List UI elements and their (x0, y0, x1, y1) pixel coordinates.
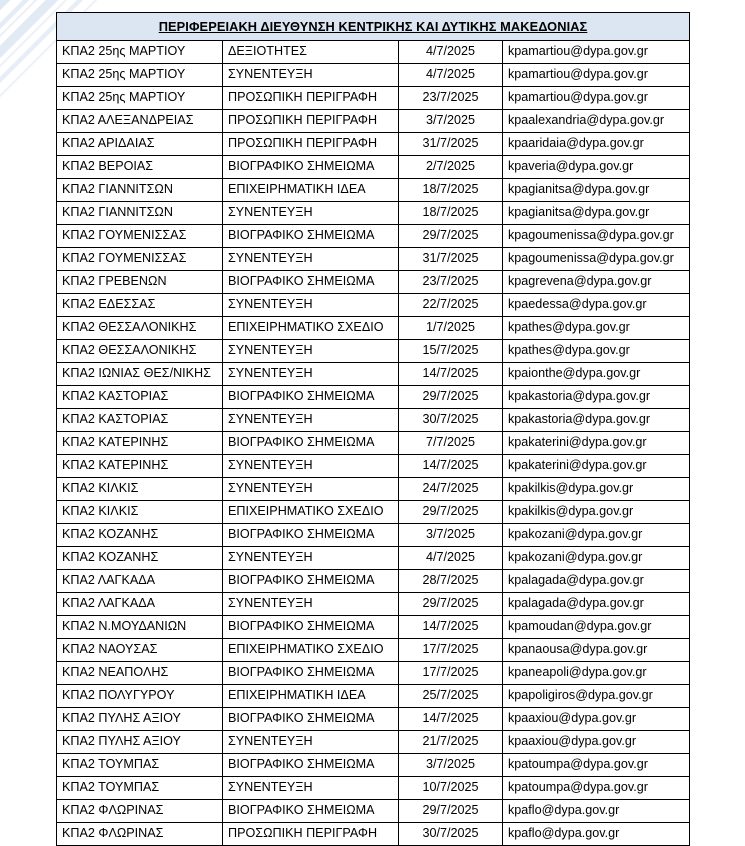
cell-service: ΣΥΝΕΝΤΕΥΞΗ (223, 409, 399, 432)
cell-email: kpaionthe@dypa.gov.gr (503, 363, 690, 386)
cell-date: 1/7/2025 (399, 317, 503, 340)
cell-email: kpathes@dypa.gov.gr (503, 317, 690, 340)
cell-date: 31/7/2025 (399, 133, 503, 156)
cell-date: 17/7/2025 (399, 639, 503, 662)
table-row (57, 156, 690, 179)
cell-office: ΚΠΑ2 Ν.ΜΟΥΔΑΝΙΩΝ (57, 616, 223, 639)
cell-office: ΚΠΑ2 ΚΑΤΕΡΙΝΗΣ (57, 455, 223, 478)
table-row (57, 547, 690, 570)
cell-date: 24/7/2025 (399, 478, 503, 501)
cell-office: ΚΠΑ2 ΛΑΓΚΑΔΑ (57, 593, 223, 616)
cell-service: ΣΥΝΕΝΤΕΥΞΗ (223, 248, 399, 271)
cell-date: 29/7/2025 (399, 225, 503, 248)
cell-office: ΚΠΑ2 ΠΟΛΥΓΥΡΟΥ (57, 685, 223, 708)
table-row (57, 64, 690, 87)
cell-date: 22/7/2025 (399, 294, 503, 317)
table-row (57, 731, 690, 754)
cell-date: 3/7/2025 (399, 754, 503, 777)
cell-email: kpakastoria@dypa.gov.gr (503, 409, 690, 432)
cell-email: kpamartiou@dypa.gov.gr (503, 64, 690, 87)
cell-date: 14/7/2025 (399, 708, 503, 731)
cell-service: ΣΥΝΕΝΤΕΥΞΗ (223, 593, 399, 616)
cell-email: kpagianitsa@dypa.gov.gr (503, 202, 690, 225)
cell-date: 25/7/2025 (399, 685, 503, 708)
cell-office: ΚΠΑ2 ΤΟΥΜΠΑΣ (57, 754, 223, 777)
cell-date: 29/7/2025 (399, 593, 503, 616)
cell-office: ΚΠΑ2 ΑΡΙΔΑΙΑΣ (57, 133, 223, 156)
cell-email: kpatoumpa@dypa.gov.gr (503, 777, 690, 800)
cell-service: ΣΥΝΕΝΤΕΥΞΗ (223, 777, 399, 800)
cell-date: 3/7/2025 (399, 524, 503, 547)
table-row (57, 87, 690, 110)
cell-office: ΚΠΑ2 25ης ΜΑΡΤΙΟΥ (57, 64, 223, 87)
cell-service: ΔΕΞΙΟΤΗΤΕΣ (223, 41, 399, 64)
cell-service: ΕΠΙΧΕΙΡΗΜΑΤΙΚΟ ΣΧΕΔΙΟ (223, 317, 399, 340)
cell-email: kpakozani@dypa.gov.gr (503, 547, 690, 570)
table-row (57, 248, 690, 271)
cell-office: ΚΠΑ2 ΓΡΕΒΕΝΩΝ (57, 271, 223, 294)
cell-service: ΠΡΟΣΩΠΙΚΗ ΠΕΡΙΓΡΑΦΗ (223, 87, 399, 110)
document-title-cell (57, 13, 690, 41)
document-title: ΠΕΡΙΦΕΡΕΙΑΚΗ ΔΙΕΥΘΥΝΣΗ ΚΕΝΤΡΙΚΗΣ ΚΑΙ ΔΥΤΙΚΗΣ ΜΑΚΕΔΟΝΙΑΣ (158, 18, 588, 34)
cell-email: kpamartiou@dypa.gov.gr (503, 41, 690, 64)
cell-email: kpagoumenissa@dypa.gov.gr (503, 225, 690, 248)
cell-email: kpaaxiou@dypa.gov.gr (503, 708, 690, 731)
table-row (57, 271, 690, 294)
cell-office: ΚΠΑ2 ΤΟΥΜΠΑΣ (57, 777, 223, 800)
cell-office: ΚΠΑ2 ΘΕΣΣΑΛΟΝΙΚΗΣ (57, 340, 223, 363)
cell-date: 3/7/2025 (399, 110, 503, 133)
cell-email: kpagoumenissa@dypa.gov.gr (503, 248, 690, 271)
cell-date: 30/7/2025 (399, 823, 503, 846)
cell-service: ΣΥΝΕΝΤΕΥΞΗ (223, 340, 399, 363)
cell-service: ΕΠΙΧΕΙΡΗΜΑΤΙΚΗ ΙΔΕΑ (223, 179, 399, 202)
cell-service: ΕΠΙΧΕΙΡΗΜΑΤΙΚΟ ΣΧΕΔΙΟ (223, 639, 399, 662)
cell-office: ΚΠΑ2 ΝΑΟΥΣΑΣ (57, 639, 223, 662)
table-row (57, 317, 690, 340)
cell-date: 15/7/2025 (399, 340, 503, 363)
table-row (57, 110, 690, 133)
table-row (57, 409, 690, 432)
cell-date: 29/7/2025 (399, 386, 503, 409)
appointments-table (56, 12, 690, 846)
table-row (57, 524, 690, 547)
cell-office: ΚΠΑ2 ΠΥΛΗΣ ΑΞΙΟΥ (57, 731, 223, 754)
cell-email: kpaflo@dypa.gov.gr (503, 800, 690, 823)
cell-date: 4/7/2025 (399, 64, 503, 87)
cell-service: ΒΙΟΓΡΑΦΙΚΟ ΣΗΜΕΙΩΜΑ (223, 616, 399, 639)
cell-office: ΚΠΑ2 ΚΑΣΤΟΡΙΑΣ (57, 386, 223, 409)
cell-date: 18/7/2025 (399, 202, 503, 225)
cell-office: ΚΠΑ2 25ης ΜΑΡΤΙΟΥ (57, 41, 223, 64)
cell-email: kpaaridaia@dypa.gov.gr (503, 133, 690, 156)
table-row (57, 41, 690, 64)
cell-service: ΒΙΟΓΡΑΦΙΚΟ ΣΗΜΕΙΩΜΑ (223, 432, 399, 455)
cell-date: 21/7/2025 (399, 731, 503, 754)
cell-date: 18/7/2025 (399, 179, 503, 202)
cell-email: kpatoumpa@dypa.gov.gr (503, 754, 690, 777)
cell-date: 4/7/2025 (399, 547, 503, 570)
cell-date: 17/7/2025 (399, 662, 503, 685)
table-row (57, 179, 690, 202)
cell-service: ΣΥΝΕΝΤΕΥΞΗ (223, 731, 399, 754)
cell-service: ΒΙΟΓΡΑΦΙΚΟ ΣΗΜΕΙΩΜΑ (223, 754, 399, 777)
cell-office: ΚΠΑ2 ΑΛΕΞΑΝΔΡΕΙΑΣ (57, 110, 223, 133)
table-row (57, 754, 690, 777)
cell-office: ΚΠΑ2 ΓΟΥΜΕΝΙΣΣΑΣ (57, 248, 223, 271)
cell-email: kpakastoria@dypa.gov.gr (503, 386, 690, 409)
cell-date: 14/7/2025 (399, 616, 503, 639)
cell-service: ΠΡΟΣΩΠΙΚΗ ΠΕΡΙΓΡΑΦΗ (223, 110, 399, 133)
cell-office: ΚΠΑ2 ΠΥΛΗΣ ΑΞΙΟΥ (57, 708, 223, 731)
table-body (57, 41, 690, 846)
table-row (57, 386, 690, 409)
cell-email: kpakilkis@dypa.gov.gr (503, 501, 690, 524)
cell-office: ΚΠΑ2 ΘΕΣΣΑΛΟΝΙΚΗΣ (57, 317, 223, 340)
cell-service: ΠΡΟΣΩΠΙΚΗ ΠΕΡΙΓΡΑΦΗ (223, 133, 399, 156)
cell-date: 4/7/2025 (399, 41, 503, 64)
table-row (57, 432, 690, 455)
cell-service: ΣΥΝΕΝΤΕΥΞΗ (223, 547, 399, 570)
table-row (57, 570, 690, 593)
cell-service: ΒΙΟΓΡΑΦΙΚΟ ΣΗΜΕΙΩΜΑ (223, 156, 399, 179)
cell-email: kpaflo@dypa.gov.gr (503, 823, 690, 846)
table-row (57, 478, 690, 501)
cell-office: ΚΠΑ2 ΓΙΑΝΝΙΤΣΩΝ (57, 179, 223, 202)
cell-date: 7/7/2025 (399, 432, 503, 455)
cell-email: kpagrevena@dypa.gov.gr (503, 271, 690, 294)
cell-service: ΒΙΟΓΡΑΦΙΚΟ ΣΗΜΕΙΩΜΑ (223, 386, 399, 409)
cell-email: kpamoudan@dypa.gov.gr (503, 616, 690, 639)
cell-email: kpaneapoli@dypa.gov.gr (503, 662, 690, 685)
cell-office: ΚΠΑ2 25ης ΜΑΡΤΙΟΥ (57, 87, 223, 110)
table-head (57, 13, 690, 41)
cell-service: ΠΡΟΣΩΠΙΚΗ ΠΕΡΙΓΡΑΦΗ (223, 823, 399, 846)
table-row (57, 823, 690, 846)
table-row (57, 777, 690, 800)
table-row (57, 455, 690, 478)
table-row (57, 685, 690, 708)
cell-office: ΚΠΑ2 ΓΙΑΝΝΙΤΣΩΝ (57, 202, 223, 225)
cell-service: ΒΙΟΓΡΑΦΙΚΟ ΣΗΜΕΙΩΜΑ (223, 570, 399, 593)
cell-date: 29/7/2025 (399, 501, 503, 524)
cell-office: ΚΠΑ2 ΝΕΑΠΟΛΗΣ (57, 662, 223, 685)
table-row (57, 616, 690, 639)
cell-email: kpakaterini@dypa.gov.gr (503, 455, 690, 478)
cell-date: 14/7/2025 (399, 363, 503, 386)
table-row (57, 363, 690, 386)
cell-office: ΚΠΑ2 ΚΟΖΑΝΗΣ (57, 524, 223, 547)
table-title-row (57, 13, 690, 41)
cell-email: kpalagada@dypa.gov.gr (503, 593, 690, 616)
cell-date: 29/7/2025 (399, 800, 503, 823)
cell-office: ΚΠΑ2 ΦΛΩΡΙΝΑΣ (57, 823, 223, 846)
cell-office: ΚΠΑ2 ΦΛΩΡΙΝΑΣ (57, 800, 223, 823)
cell-service: ΒΙΟΓΡΑΦΙΚΟ ΣΗΜΕΙΩΜΑ (223, 524, 399, 547)
cell-date: 28/7/2025 (399, 570, 503, 593)
cell-service: ΕΠΙΧΕΙΡΗΜΑΤΙΚΟ ΣΧΕΔΙΟ (223, 501, 399, 524)
cell-service: ΣΥΝΕΝΤΕΥΞΗ (223, 202, 399, 225)
cell-email: kpathes@dypa.gov.gr (503, 340, 690, 363)
cell-service: ΒΙΟΓΡΑΦΙΚΟ ΣΗΜΕΙΩΜΑ (223, 800, 399, 823)
cell-date: 14/7/2025 (399, 455, 503, 478)
cell-email: kpalagada@dypa.gov.gr (503, 570, 690, 593)
table-row (57, 294, 690, 317)
cell-email: kpaedessa@dypa.gov.gr (503, 294, 690, 317)
table-row (57, 800, 690, 823)
cell-date: 30/7/2025 (399, 409, 503, 432)
cell-email: kpakilkis@dypa.gov.gr (503, 478, 690, 501)
cell-service: ΕΠΙΧΕΙΡΗΜΑΤΙΚΗ ΙΔΕΑ (223, 685, 399, 708)
table-row (57, 501, 690, 524)
cell-service: ΒΙΟΓΡΑΦΙΚΟ ΣΗΜΕΙΩΜΑ (223, 662, 399, 685)
cell-date: 2/7/2025 (399, 156, 503, 179)
cell-date: 10/7/2025 (399, 777, 503, 800)
cell-office: ΚΠΑ2 ΚΑΤΕΡΙΝΗΣ (57, 432, 223, 455)
cell-date: 23/7/2025 (399, 87, 503, 110)
cell-office: ΚΠΑ2 ΓΟΥΜΕΝΙΣΣΑΣ (57, 225, 223, 248)
table-row (57, 593, 690, 616)
cell-office: ΚΠΑ2 ΚΙΛΚΙΣ (57, 478, 223, 501)
cell-office: ΚΠΑ2 ΚΙΛΚΙΣ (57, 501, 223, 524)
cell-office: ΚΠΑ2 ΙΩΝΙΑΣ ΘΕΣ/ΝΙΚΗΣ (57, 363, 223, 386)
cell-office: ΚΠΑ2 ΒΕΡΟΙΑΣ (57, 156, 223, 179)
table-row (57, 133, 690, 156)
cell-email: kpaaxiou@dypa.gov.gr (503, 731, 690, 754)
cell-email: kpakaterini@dypa.gov.gr (503, 432, 690, 455)
cell-service: ΣΥΝΕΝΤΕΥΞΗ (223, 455, 399, 478)
cell-date: 23/7/2025 (399, 271, 503, 294)
cell-service: ΣΥΝΕΝΤΕΥΞΗ (223, 294, 399, 317)
cell-email: kpaveria@dypa.gov.gr (503, 156, 690, 179)
table-row (57, 340, 690, 363)
table-row (57, 639, 690, 662)
cell-email: kpapoligiros@dypa.gov.gr (503, 685, 690, 708)
cell-service: ΒΙΟΓΡΑΦΙΚΟ ΣΗΜΕΙΩΜΑ (223, 225, 399, 248)
table-row (57, 225, 690, 248)
cell-office: ΚΠΑ2 ΛΑΓΚΑΔΑ (57, 570, 223, 593)
table-row (57, 202, 690, 225)
cell-email: kpanaousa@dypa.gov.gr (503, 639, 690, 662)
cell-office: ΚΠΑ2 ΕΔΕΣΣΑΣ (57, 294, 223, 317)
table-row (57, 708, 690, 731)
cell-office: ΚΠΑ2 ΚΟΖΑΝΗΣ (57, 547, 223, 570)
cell-service: ΣΥΝΕΝΤΕΥΞΗ (223, 478, 399, 501)
cell-email: kpakozani@dypa.gov.gr (503, 524, 690, 547)
cell-email: kpaalexandria@dypa.gov.gr (503, 110, 690, 133)
cell-service: ΒΙΟΓΡΑΦΙΚΟ ΣΗΜΕΙΩΜΑ (223, 271, 399, 294)
cell-service: ΣΥΝΕΝΤΕΥΞΗ (223, 64, 399, 87)
cell-service: ΒΙΟΓΡΑΦΙΚΟ ΣΗΜΕΙΩΜΑ (223, 708, 399, 731)
table-row (57, 662, 690, 685)
cell-email: kpagianitsa@dypa.gov.gr (503, 179, 690, 202)
cell-office: ΚΠΑ2 ΚΑΣΤΟΡΙΑΣ (57, 409, 223, 432)
cell-service: ΣΥΝΕΝΤΕΥΞΗ (223, 363, 399, 386)
cell-date: 31/7/2025 (399, 248, 503, 271)
cell-email: kpamartiou@dypa.gov.gr (503, 87, 690, 110)
